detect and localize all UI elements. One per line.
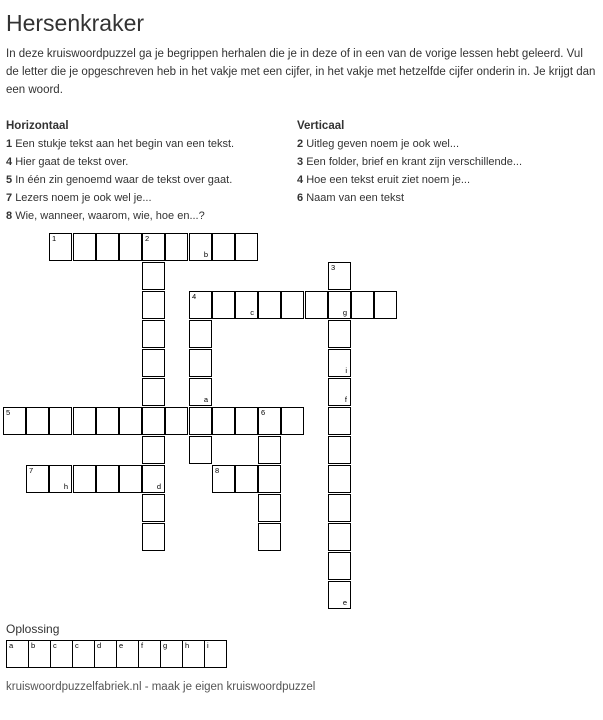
crossword-cell[interactable] bbox=[235, 407, 258, 435]
solution-cell[interactable] bbox=[160, 640, 183, 668]
crossword-cell[interactable] bbox=[281, 407, 304, 435]
cell-solution-letter: i bbox=[345, 366, 347, 375]
crossword-cell[interactable] bbox=[258, 436, 281, 464]
crossword-cell[interactable] bbox=[189, 349, 212, 377]
crossword-cell[interactable] bbox=[26, 465, 49, 493]
crossword-cell[interactable] bbox=[73, 465, 96, 493]
crossword-cell[interactable] bbox=[142, 233, 165, 261]
crossword-cell[interactable] bbox=[49, 407, 72, 435]
crossword-cell[interactable] bbox=[235, 465, 258, 493]
crossword-cell[interactable] bbox=[189, 233, 212, 261]
crossword-cell[interactable] bbox=[49, 465, 72, 493]
crossword-cell[interactable] bbox=[281, 291, 304, 319]
crossword-cell[interactable] bbox=[212, 407, 235, 435]
cell-solution-letter: f bbox=[344, 395, 347, 404]
clue-text: Een stukje tekst aan het begin van een tekst. bbox=[15, 138, 235, 150]
crossword-cell[interactable] bbox=[142, 465, 165, 493]
solution-cell-letter: f bbox=[141, 641, 144, 650]
clue-item bbox=[6, 153, 286, 171]
solution-cell-letter: g bbox=[163, 641, 168, 650]
crossword-cell[interactable] bbox=[73, 407, 96, 435]
crossword-cell[interactable] bbox=[189, 291, 212, 319]
crossword-cell[interactable] bbox=[374, 291, 397, 319]
page-title: Hersenkraker bbox=[6, 10, 145, 36]
cell-solution-letter: b bbox=[203, 250, 208, 259]
cell-number: 2 bbox=[145, 234, 150, 243]
crossword-cell[interactable] bbox=[26, 407, 49, 435]
crossword-cell[interactable] bbox=[212, 465, 235, 493]
crossword-cell[interactable] bbox=[189, 407, 212, 435]
clue-number: 1 bbox=[6, 138, 13, 150]
crossword-cell[interactable] bbox=[189, 320, 212, 348]
crossword-cell[interactable] bbox=[119, 233, 142, 261]
vertical-heading: Verticaal bbox=[297, 120, 345, 132]
crossword-cell[interactable] bbox=[212, 233, 235, 261]
crossword-cell[interactable] bbox=[96, 233, 119, 261]
crossword-cell[interactable] bbox=[142, 494, 165, 522]
crossword-cell[interactable] bbox=[142, 349, 165, 377]
crossword-cell[interactable] bbox=[165, 407, 188, 435]
solution-label: Oplossing bbox=[6, 622, 60, 636]
clue-text: Wie, wanneer, waarom, wie, hoe en...? bbox=[15, 210, 205, 222]
crossword-cell[interactable] bbox=[328, 436, 351, 464]
cell-solution-letter: a bbox=[203, 395, 208, 404]
clue-text: Uitleg geven noem je ook wel... bbox=[306, 138, 460, 150]
intro-text: In deze kruiswoordpuzzel ga je begrippen herhalen die je in deze of in een van de vorige lessen hebt geleerd. Vul de letter die je opgeschreven heb in het vakje met een cijfer, in het vakje met hetzelfde cijfer onderin in. Je krijgt dan een woord. bbox=[6, 48, 596, 96]
solution-cell[interactable] bbox=[6, 640, 29, 668]
cell-solution-letter: c bbox=[250, 308, 254, 317]
clue-number: 6 bbox=[297, 192, 304, 204]
cell-number: 8 bbox=[215, 466, 220, 475]
clue-text: Hoe een tekst eruit ziet noem je... bbox=[306, 174, 471, 186]
clue-number: 2 bbox=[297, 138, 304, 150]
footer-credit: kruiswoordpuzzelfabriek.nl - maak je eigen kruiswoordpuzzel bbox=[6, 681, 316, 693]
vertical-clues bbox=[297, 117, 597, 207]
crossword-cell[interactable] bbox=[258, 291, 281, 319]
crossword-cell[interactable] bbox=[142, 291, 165, 319]
cell-number: 6 bbox=[261, 408, 266, 417]
crossword-cell[interactable] bbox=[189, 378, 212, 406]
crossword-cell[interactable] bbox=[258, 407, 281, 435]
solution-cell[interactable] bbox=[28, 640, 51, 668]
clue-number: 4 bbox=[6, 156, 13, 168]
crossword-cell[interactable] bbox=[328, 320, 351, 348]
clue-text: Een folder, brief en krant zijn verschillende... bbox=[306, 156, 523, 168]
solution-cell[interactable] bbox=[72, 640, 95, 668]
crossword-cell[interactable] bbox=[328, 465, 351, 493]
crossword-cell[interactable] bbox=[258, 494, 281, 522]
cell-number: 3 bbox=[331, 263, 336, 272]
crossword-cell[interactable] bbox=[96, 407, 119, 435]
clue-item bbox=[297, 171, 597, 189]
solution-cell-letter: c bbox=[75, 641, 79, 650]
cell-number: 7 bbox=[29, 466, 34, 475]
solution-cell-letter: b bbox=[31, 641, 36, 650]
crossword-cell[interactable] bbox=[328, 262, 351, 290]
crossword-cell[interactable] bbox=[3, 407, 26, 435]
crossword-cell[interactable] bbox=[212, 291, 235, 319]
crossword-cell[interactable] bbox=[258, 465, 281, 493]
clue-text: In één zin genoemd waar de tekst over gaat. bbox=[15, 174, 233, 186]
cell-number: 1 bbox=[52, 234, 57, 243]
cell-solution-letter: g bbox=[342, 308, 347, 317]
crossword-cell[interactable] bbox=[235, 291, 258, 319]
clue-number: 3 bbox=[297, 156, 304, 168]
crossword-cell[interactable] bbox=[328, 378, 351, 406]
crossword-cell[interactable] bbox=[142, 407, 165, 435]
crossword-cell[interactable] bbox=[328, 349, 351, 377]
solution-cell-letter: d bbox=[97, 641, 102, 650]
crossword-cell[interactable] bbox=[49, 233, 72, 261]
crossword-cell[interactable] bbox=[328, 291, 351, 319]
solution-cell[interactable] bbox=[50, 640, 73, 668]
crossword-cell[interactable] bbox=[328, 523, 351, 551]
solution-cell[interactable] bbox=[182, 640, 205, 668]
clue-item bbox=[297, 135, 597, 153]
clue-text: Lezers noem je ook wel je... bbox=[15, 192, 152, 204]
crossword-cell[interactable] bbox=[119, 407, 142, 435]
solution-cell[interactable] bbox=[138, 640, 161, 668]
clue-text: Naam van een tekst bbox=[306, 192, 405, 204]
solution-cell-letter: c bbox=[53, 641, 57, 650]
clue-item bbox=[297, 153, 597, 171]
crossword-cell[interactable] bbox=[328, 581, 351, 609]
crossword-cell[interactable] bbox=[119, 465, 142, 493]
solution-cell-letter: i bbox=[207, 641, 209, 650]
cell-number: 4 bbox=[192, 292, 197, 301]
crossword-cell[interactable] bbox=[142, 262, 165, 290]
solution-cell-letter: e bbox=[119, 641, 124, 650]
clue-item bbox=[6, 207, 286, 225]
crossword-cell[interactable] bbox=[189, 436, 212, 464]
crossword-cell[interactable] bbox=[328, 552, 351, 580]
solution-cell[interactable] bbox=[94, 640, 117, 668]
cell-solution-letter: e bbox=[342, 598, 347, 607]
crossword-cell[interactable] bbox=[235, 233, 258, 261]
crossword-cell[interactable] bbox=[258, 523, 281, 551]
crossword-cell[interactable] bbox=[73, 233, 96, 261]
clue-number: 5 bbox=[6, 174, 13, 186]
solution-cell[interactable] bbox=[116, 640, 139, 668]
crossword-cell[interactable] bbox=[142, 523, 165, 551]
crossword-cell[interactable] bbox=[305, 291, 328, 319]
horizontal-heading: Horizontaal bbox=[6, 120, 69, 132]
crossword-cell[interactable] bbox=[165, 233, 188, 261]
crossword-cell[interactable] bbox=[351, 291, 374, 319]
clue-item bbox=[297, 189, 597, 207]
clue-number: 7 bbox=[6, 192, 13, 204]
clue-number: 8 bbox=[6, 210, 13, 222]
cell-solution-letter: h bbox=[63, 482, 68, 491]
clue-item bbox=[6, 171, 286, 189]
solution-cell-letter: a bbox=[9, 641, 14, 650]
cell-solution-letter: d bbox=[156, 482, 161, 491]
solution-cell[interactable] bbox=[204, 640, 227, 668]
crossword-cell[interactable] bbox=[142, 320, 165, 348]
clue-number: 4 bbox=[297, 174, 304, 186]
solution-cell-letter: h bbox=[185, 641, 190, 650]
crossword-cell[interactable] bbox=[328, 407, 351, 435]
crossword-cell[interactable] bbox=[328, 494, 351, 522]
crossword-cell[interactable] bbox=[96, 465, 119, 493]
crossword-cell[interactable] bbox=[142, 436, 165, 464]
clue-item bbox=[6, 189, 286, 207]
cell-number: 5 bbox=[6, 408, 11, 417]
clue-item bbox=[6, 135, 286, 153]
horizontal-clues bbox=[6, 117, 286, 225]
solution-row bbox=[6, 640, 226, 668]
clue-text: Hier gaat de tekst over. bbox=[15, 156, 129, 168]
crossword-cell[interactable] bbox=[142, 378, 165, 406]
